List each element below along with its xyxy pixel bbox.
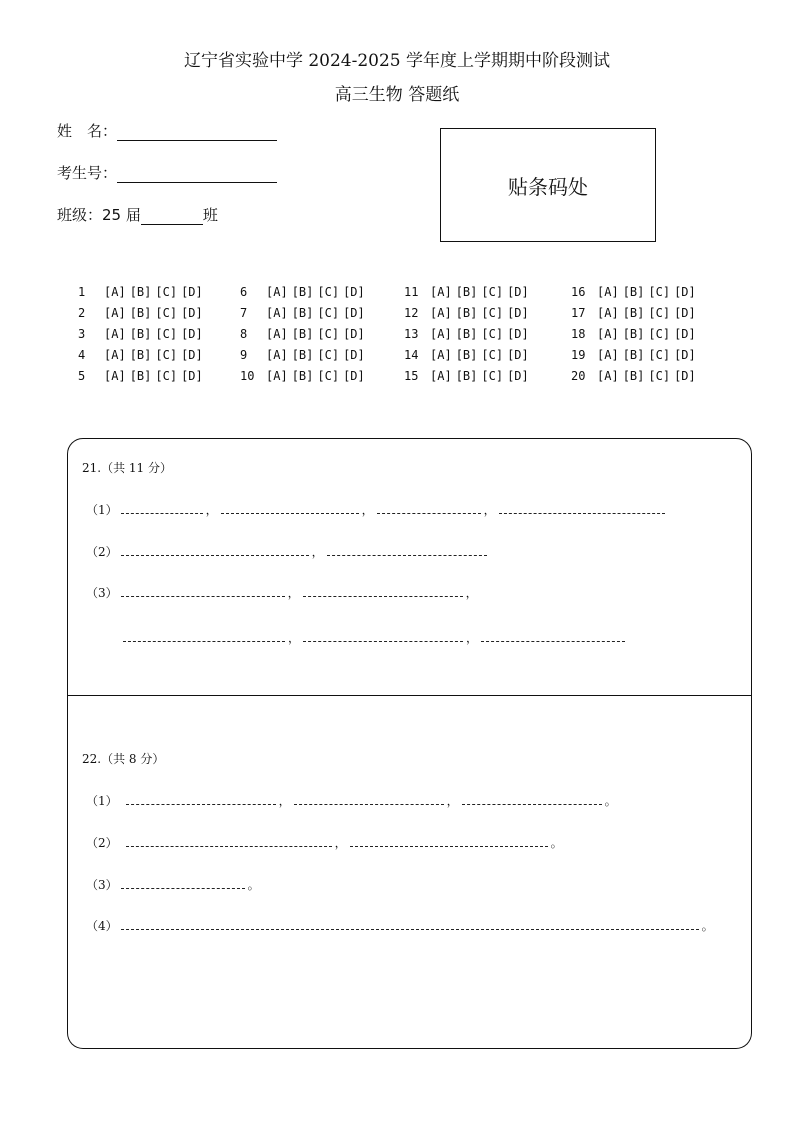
question-22-box [67,695,752,1049]
comma: ， [334,836,347,850]
mc-option-bubble[interactable]: [D] [181,348,203,362]
q22-part3-label: （3） [86,878,118,892]
mc-question-number: 4 [78,348,86,362]
mc-question-number: 13 [404,327,419,341]
comma: ， [278,794,291,808]
comma: ， [311,545,324,559]
mc-option-bubble[interactable]: [A] [266,327,288,341]
mc-column [404,282,529,387]
mc-question-row [404,366,529,387]
mc-question-row [240,324,365,345]
mc-option-bubble[interactable]: [C] [155,369,178,383]
mc-option-bubble[interactable]: [D] [343,306,365,320]
q21-blank[interactable] [123,631,285,642]
mc-option-bubble[interactable]: [C] [155,348,178,362]
mc-column [571,282,696,387]
mc-option-bubble[interactable]: [D] [181,306,203,320]
q22-part1-label: （1） [86,794,118,808]
mc-question-row [240,366,365,387]
mc-question-row [240,303,365,324]
mc-option-bubble[interactable]: [B] [291,306,314,320]
mc-option-bubble[interactable]: [B] [455,306,478,320]
mc-question-number: 6 [240,285,248,299]
mc-option-bubble[interactable]: [C] [481,369,504,383]
mc-option-bubble[interactable]: [C] [648,327,671,341]
mc-option-bubble[interactable]: [B] [455,327,478,341]
q22-part4-label: （4） [86,919,118,933]
q21-blank[interactable] [221,503,359,514]
mc-option-bubble[interactable]: [A] [430,327,452,341]
mc-option-bubble[interactable]: [C] [648,348,671,362]
mc-option-bubble[interactable]: [A] [597,285,619,299]
exam-number-field[interactable] [57,162,277,183]
class-label-suffix: 班 [202,206,218,224]
mc-question-row [404,345,529,366]
q22-blank[interactable] [294,794,444,805]
mc-question-row [571,366,696,387]
q21-part2-label: （2） [86,545,118,559]
mc-option-bubble[interactable]: [B] [455,348,478,362]
mc-option-bubble[interactable]: [D] [674,306,696,320]
mc-question-number: 8 [240,327,248,341]
mc-option-bubble[interactable]: [C] [317,306,340,320]
mc-question-number: 11 [404,285,419,299]
barcode-label: 贴条码处 [508,174,588,199]
name-field[interactable] [57,120,277,141]
name-underline[interactable] [117,124,277,141]
mc-option-bubble[interactable]: [D] [507,306,529,320]
mc-option-bubble[interactable]: [D] [507,348,529,362]
mc-option-bubble[interactable]: [A] [597,327,619,341]
q22-blank[interactable] [121,878,245,889]
period: 。 [550,836,563,850]
mc-option-bubble[interactable]: [B] [622,327,645,341]
mc-option-bubble[interactable]: [B] [129,369,152,383]
q21-blank[interactable] [121,586,285,597]
q22-blank[interactable] [126,794,276,805]
mc-option-bubble[interactable]: [D] [674,285,696,299]
mc-question-row [78,345,203,366]
mc-question-row [240,282,365,303]
q22-blank[interactable] [121,919,699,930]
mc-option-bubble[interactable]: [B] [291,348,314,362]
mc-question-row [571,303,696,324]
mc-option-bubble[interactable]: [D] [181,369,203,383]
mc-option-bubble[interactable]: [A] [104,327,126,341]
answer-sheet-subtitle: 高三生物 答题纸 [334,85,460,105]
mc-option-bubble[interactable]: [C] [317,327,340,341]
mc-question-number: 16 [571,285,586,299]
q21-blank[interactable] [481,631,625,642]
mc-option-bubble[interactable]: [C] [155,327,178,341]
mc-question-number: 1 [78,285,86,299]
mc-option-bubble[interactable]: [C] [648,369,671,383]
mc-question-number: 19 [571,348,586,362]
exam-title: 辽宁省实验中学 2024-2025 学年度上学期期中阶段测试 [183,51,611,71]
q22-blank[interactable] [462,794,602,805]
comma: ， [287,586,300,600]
exam-number-label: 考生号： [57,164,118,182]
q22-part3 [86,876,260,893]
comma: ， [361,503,374,517]
question-22-heading: 22.（共 8 分） [82,752,165,766]
mc-question-row [571,345,696,366]
mc-option-bubble[interactable]: [C] [648,306,671,320]
q22-part1 [86,792,617,809]
mc-question-row [404,282,529,303]
mc-option-bubble[interactable]: [B] [129,327,152,341]
mc-option-bubble[interactable]: [D] [343,327,365,341]
q21-part1-label: （1） [86,503,118,517]
mc-question-row [78,303,203,324]
q22-part4 [86,917,714,934]
mc-option-bubble[interactable]: [A] [430,348,452,362]
comma: ， [288,631,301,645]
mc-option-bubble[interactable]: [B] [129,306,152,320]
mc-option-bubble[interactable]: [D] [674,348,696,362]
mc-question-number: 17 [571,306,586,320]
q22-blank[interactable] [350,836,548,847]
q21-part2 [86,543,490,560]
q22-blank[interactable] [126,836,332,847]
mc-option-bubble[interactable]: [D] [674,369,696,383]
mc-option-bubble[interactable]: [D] [507,369,529,383]
mc-question-number: 20 [571,369,586,383]
mc-option-bubble[interactable]: [B] [291,285,314,299]
mc-option-bubble[interactable]: [B] [291,327,314,341]
mc-option-bubble[interactable]: [C] [481,348,504,362]
mc-option-bubble[interactable]: [C] [481,285,504,299]
question-21-heading: 21.（共 11 分） [82,461,172,475]
mc-question-number: 10 [240,369,255,383]
q21-blank[interactable] [499,503,665,514]
comma: ， [483,503,496,517]
q21-part3-label: （3） [86,586,118,600]
mc-option-bubble[interactable]: [A] [104,348,126,362]
period: 。 [604,794,617,808]
comma: ， [205,503,218,517]
class-field[interactable] [57,204,218,225]
mc-option-bubble[interactable]: [A] [266,306,288,320]
q22-part2 [86,834,563,851]
mc-question-row [404,324,529,345]
mc-option-bubble[interactable]: [A] [430,285,452,299]
mc-option-bubble[interactable]: [C] [317,285,340,299]
mc-option-bubble[interactable]: [D] [343,348,365,362]
mc-option-bubble[interactable]: [D] [343,285,365,299]
comma: ， [465,586,478,600]
mc-option-bubble[interactable]: [A] [597,348,619,362]
mc-option-bubble[interactable]: [C] [155,285,178,299]
mc-question-row [240,345,365,366]
mc-option-bubble[interactable]: [B] [622,306,645,320]
mc-option-bubble[interactable]: [C] [155,306,178,320]
mc-question-number: 12 [404,306,419,320]
mc-option-bubble[interactable]: [C] [481,327,504,341]
mc-question-row [78,366,203,387]
mc-option-bubble[interactable]: [A] [266,285,288,299]
mc-option-bubble[interactable]: [D] [343,369,365,383]
q21-blank[interactable] [303,586,463,597]
mc-option-bubble[interactable]: [A] [597,306,619,320]
mc-option-bubble[interactable]: [A] [104,285,126,299]
mc-option-bubble[interactable]: [C] [481,306,504,320]
mc-question-number: 14 [404,348,419,362]
mc-option-bubble[interactable]: [D] [181,285,203,299]
q21-blank[interactable] [327,545,487,556]
q22-part2-label: （2） [86,836,118,850]
comma: ， [446,794,459,808]
mc-option-bubble[interactable]: [D] [507,327,529,341]
exam-number-underline[interactable] [117,166,277,183]
period: 。 [701,919,714,933]
mc-question-number: 2 [78,306,86,320]
q21-blank[interactable] [121,503,203,514]
mc-question-row [78,282,203,303]
mc-question-row [571,324,696,345]
mc-option-bubble[interactable]: [B] [455,285,478,299]
mc-option-bubble[interactable]: [A] [266,348,288,362]
mc-option-bubble[interactable]: [A] [266,369,288,383]
period: 。 [247,878,260,892]
comma: ， [466,631,479,645]
mc-option-bubble[interactable]: [B] [129,348,152,362]
question-21-box [67,438,752,696]
mc-option-bubble[interactable]: [B] [622,369,645,383]
q21-part3 [86,584,478,601]
mc-option-bubble[interactable]: [A] [597,369,619,383]
class-underline[interactable] [141,208,203,225]
mc-option-bubble[interactable]: [B] [455,369,478,383]
q21-blank[interactable] [121,545,309,556]
mc-option-bubble[interactable]: [A] [104,306,126,320]
mc-question-number: 5 [78,369,86,383]
mc-column [240,282,365,387]
mc-option-bubble[interactable]: [A] [430,306,452,320]
mc-option-bubble[interactable]: [A] [430,369,452,383]
q21-blank[interactable] [303,631,463,642]
mc-option-bubble[interactable]: [B] [622,348,645,362]
mc-question-row [404,303,529,324]
mc-question-row [78,324,203,345]
barcode-area [440,128,656,242]
mc-question-number: 18 [571,327,586,341]
mc-option-bubble[interactable]: [B] [129,285,152,299]
mc-question-number: 3 [78,327,86,341]
mc-question-row [571,282,696,303]
mc-option-bubble[interactable]: [B] [291,369,314,383]
name-label: 姓 名： [57,122,118,140]
q21-part1 [86,501,668,518]
mc-option-bubble[interactable]: [D] [674,327,696,341]
mc-column [78,282,203,387]
mc-option-bubble[interactable]: [D] [507,285,529,299]
mc-option-bubble[interactable]: [D] [181,327,203,341]
mc-question-number: 9 [240,348,248,362]
mc-option-bubble[interactable]: [C] [648,285,671,299]
class-label-prefix: 班级：25 届 [57,206,141,224]
q21-part3-cont [120,629,628,646]
mc-question-number: 15 [404,369,419,383]
mc-option-bubble[interactable]: [C] [317,369,340,383]
mc-option-bubble[interactable]: [B] [622,285,645,299]
mc-option-bubble[interactable]: [C] [317,348,340,362]
mc-option-bubble[interactable]: [A] [104,369,126,383]
mc-question-number: 7 [240,306,248,320]
q21-blank[interactable] [377,503,481,514]
